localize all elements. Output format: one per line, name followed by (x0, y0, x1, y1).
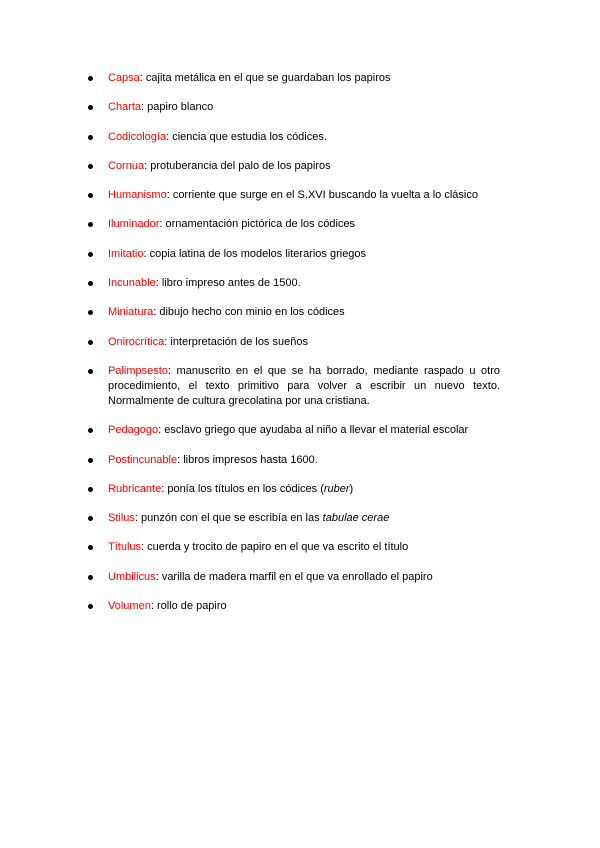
term: Stilus (108, 512, 135, 525)
glossary-entry-palimpsesto (88, 364, 500, 409)
separator: : (161, 482, 168, 495)
separator: : (166, 130, 173, 143)
bullet-icon (88, 340, 93, 345)
separator: : (167, 364, 177, 377)
separator: : (134, 512, 142, 525)
definition: ciencia que estudia los códices. (172, 130, 327, 143)
glossary-list (88, 71, 500, 628)
glossary-entry-stilus (88, 511, 500, 526)
definition: cajita metálica en el que se guardaban los papiros (145, 72, 391, 84)
term: Capsa (108, 72, 140, 84)
separator: : (159, 218, 166, 231)
glossary-entry-cornua (88, 159, 500, 174)
definition: libro impreso antes de 1500. (161, 277, 301, 290)
definition: copia latina de los modelos literarios griegos (149, 247, 367, 260)
definition: corriente que surge en el S.XVI buscando la vuelta a lo clásico (172, 189, 478, 202)
term: Pedagogo (108, 424, 159, 437)
separator: : (153, 306, 160, 319)
separator: : (164, 335, 171, 348)
glossary-entry-humanismo (88, 188, 500, 203)
bullet-icon (88, 281, 93, 286)
glossary-entry-charta (88, 100, 500, 115)
definition: protuberancia del palo de los papiros (150, 159, 331, 172)
definition: dibujo hecho con minio en los códices (159, 306, 345, 319)
glossary-entry-iluminador (88, 217, 500, 232)
definition: manuscrito en el que se ha borrado, mediante raspado u otro procedimiento, el texto primitivo para volver a escribir un nuevo texto. Normalmente de cultura grecolatina por una cristiana. (108, 364, 500, 407)
term: Palimpsesto (108, 364, 168, 377)
term: Umbilicus (108, 570, 156, 583)
definition: libros impresos hasta 1600. (183, 453, 318, 466)
glossary-entry-pedagogo (88, 423, 500, 438)
bullet-icon (88, 487, 93, 492)
glossary-entry-capsa (88, 71, 500, 86)
definition: papiro blanco (147, 101, 214, 114)
bullet-icon (88, 76, 93, 81)
bullet-icon (88, 135, 93, 140)
separator: : (139, 72, 146, 84)
glossary-entry-imitatio (88, 247, 500, 262)
term: Cornua (108, 159, 145, 172)
separator: : (166, 189, 173, 202)
term: Miniatura (108, 306, 154, 319)
bullet-icon (88, 222, 93, 227)
term: Charta (108, 101, 142, 114)
definition: varilla de madera marfil en el que va enrollado el papiro (161, 570, 433, 583)
definition: punzón con el que se escribía en las (141, 512, 323, 525)
bullet-icon (88, 604, 93, 609)
glossary-entry-codicologia (88, 130, 500, 145)
definition: ornamentación pictórica de los códices (165, 218, 356, 231)
definition-italic: tabulae cerae (322, 512, 390, 525)
term: Incunable (108, 277, 156, 290)
definition: esclavo griego que ayudaba al niño a llevar el material escolar (164, 424, 469, 437)
term: Codicología (108, 130, 167, 143)
bullet-icon (88, 428, 93, 433)
separator: : (150, 600, 157, 613)
separator: : (158, 424, 165, 437)
bullet-icon (88, 164, 93, 169)
term: Rubricante (108, 482, 162, 495)
term: Onirocrítica (108, 335, 165, 348)
glossary-entry-postincunable (88, 453, 500, 468)
separator: : (155, 277, 162, 290)
definition: ponía los títulos en los códices ( (167, 482, 324, 495)
bullet-icon (88, 516, 93, 521)
bullet-icon (88, 575, 93, 580)
glossary-entry-onirocritica (88, 335, 500, 350)
bullet-icon (88, 545, 93, 550)
separator: : (155, 570, 162, 583)
glossary-entry-umbilicus (88, 570, 500, 585)
definition-italic: ruber (323, 482, 350, 495)
bullet-icon (88, 193, 93, 198)
definition: rollo de papiro (156, 600, 227, 613)
bullet-icon (88, 105, 93, 110)
term: Postincunable (108, 453, 178, 466)
bullet-icon (88, 310, 93, 315)
glossary-entry-volumen (88, 599, 500, 614)
bullet-icon (88, 458, 93, 463)
bullet-icon (88, 252, 93, 257)
term: Humanismo (108, 189, 167, 202)
term: Títulus (108, 541, 142, 554)
separator: : (177, 453, 184, 466)
separator: : (143, 247, 150, 260)
separator: : (144, 159, 151, 172)
glossary-entry-incunable (88, 276, 500, 291)
glossary-entry-miniatura (88, 305, 500, 320)
term: Iluminador (108, 218, 160, 231)
term: Volumen (108, 600, 151, 613)
bullet-icon (88, 369, 93, 374)
glossary-entry-titulus (88, 540, 500, 555)
separator: : (141, 101, 148, 114)
term: Imitatio (108, 247, 144, 260)
glossary-entry-rubricante (88, 482, 500, 497)
separator: : (141, 541, 148, 554)
definition-after: ) (349, 482, 354, 495)
definition: interpretación de los sueños (170, 335, 308, 348)
definition: cuerda y trocito de papiro en el que va escrito el título (147, 541, 409, 554)
